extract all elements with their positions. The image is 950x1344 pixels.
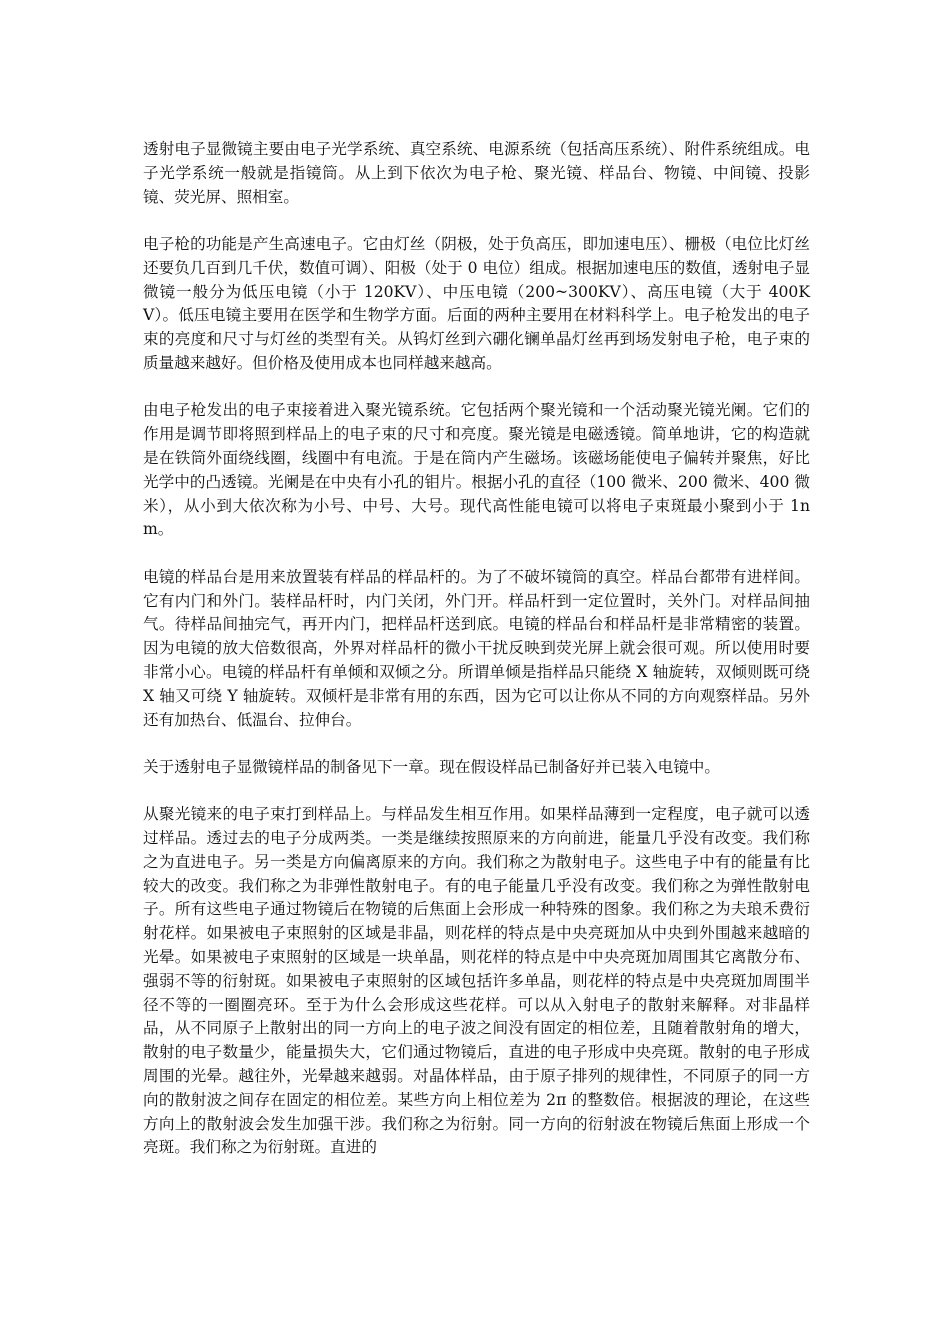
paragraph-electron-scattering: 从聚光镜来的电子束打到样品上。与样品发生相互作用。如果样品薄到一定程度，电子就可以透过样品。透过去的电子分成两类。一类是继续按照原来的方向前进，能量几乎没有改变。我们称之为直进电子。另一类是方向偏离原来的方向。我们称之为散射电子。这些电子中有的能量有比较大的改变。我们称之为非弹性散射电子。有的电子能量几乎没有改变。我们称之为弹性散射电子。所有这些电子通过物镜后在物镜的后焦面上会形成一种特殊的图象。我们称之为夫琅禾费衍射花样。如果被电子束照射的区域是非晶，则花样的特点是中央亮斑加从中央到外围越来越暗的光晕。如果被电子束照射的区域是一块单晶，则花样的特点是中中央亮斑加周围其它离散分布、强弱不等的衍射斑。如果被电子束照射的区域包括许多单晶，则花样的特点是中央亮斑加周围半径不等的一圈圈亮环。至于为什么会形成这些花样。可以从入射电子的散射来解释。对非晶样品，从不同原子上散射出的同一方向上的电子波之间没有固定的相位差，且随着散射角的增大，散射的电子数量少，能量损失大，它们通过物镜后，直进的电子形成中央亮斑。散射的电子形成周围的光晕。越往外，光晕越来越弱。对晶体样品，由于原子排列的规律性，不同原子的同一方向的散射波之间存在固定的相位差。某些方向上相位差为 2π 的整数倍。根据波的理论，在这些方向上的散射波会发生加强干涉。我们称之为衍射。同一方向的衍射波在物镜后焦面上形成一个亮斑。我们称之为衍射斑。直进的 xyxy=(143,805,810,1157)
document-body xyxy=(143,138,810,1160)
paragraph-electron-gun: 电子枪的功能是产生高速电子。它由灯丝（阴极，处于负高压，即加速电压）、栅极（电位比灯丝还要负几百到几千伏，数值可调）、阳极（处于 0 电位）组成。根据加速电压的数值，透射电子显微镜一般分为低压电镜（小于 120KV）、中压电镜（200~300KV）、高压电镜（大于 400KV）。低压电镜主要用在医学和生物学方面。后面的两种主要用在材料科学上。电子枪发出的电子束的亮度和尺寸与灯丝的类型有关。从钨灯丝到六硼化镧单晶灯丝再到场发射电子枪，电子束的质量越来越好。但价格及使用成本也同样越来越高。 xyxy=(143,234,810,372)
paragraph-sample-stage: 电镜的样品台是用来放置装有样品的样品杆的。为了不破坏镜筒的真空。样品台都带有进样间。它有内门和外门。装样品杆时，内门关闭，外门开。样品杆到一定位置时，关外门。对样品间抽气。待样品间抽完气，再开内门，把样品杆送到底。电镜的样品台和样品杆是非常精密的装置。因为电镜的放大倍数很高，外界对样品杆的微小干扰反映到荧光屏上就会很可观。所以使用时要非常小心。电镜的样品杆有单倾和双倾之分。所谓单倾是指样品只能绕 X 轴旋转，双倾则既可绕 X 轴又可绕 Y 轴旋转。双倾杆是非常有用的东西，因为它可以让你从不同的方向观察样品。另外还有加热台、低温台、拉伸台。 xyxy=(143,567,810,729)
paragraph-sample-preparation: 关于透射电子显微镜样品的制备见下一章。现在假设样品已制备好并已装入电镜中。 xyxy=(143,757,720,776)
paragraph-tem-overview: 透射电子显微镜主要由电子光学系统、真空系统、电源系统（包括高压系统）、附件系统组成。电子光学系统一般就是指镜筒。从上到下依次为电子枪、聚光镜、样品台、物镜、中间镜、投影镜、荧光屏、照相室。 xyxy=(143,140,810,206)
paragraph-condenser-lens: 由电子枪发出的电子束接着进入聚光镜系统。它包括两个聚光镜和一个活动聚光镜光阑。它们的作用是调节即将照到样品上的电子束的尺寸和亮度。聚光镜是电磁透镜。简单地讲，它的构造就是在铁筒外面绕线圈，线圈中有电流。于是在筒内产生磁场。该磁场能使电子偏转并聚焦，好比光学中的凸透镜。光阑是在中央有小孔的钼片。根据小孔的直径（100 微米、200 微米、400 微米），从小到大依次称为小号、中号、大号。现代高性能电镜可以将电子束斑最小聚到小于 1nm。 xyxy=(143,401,810,539)
